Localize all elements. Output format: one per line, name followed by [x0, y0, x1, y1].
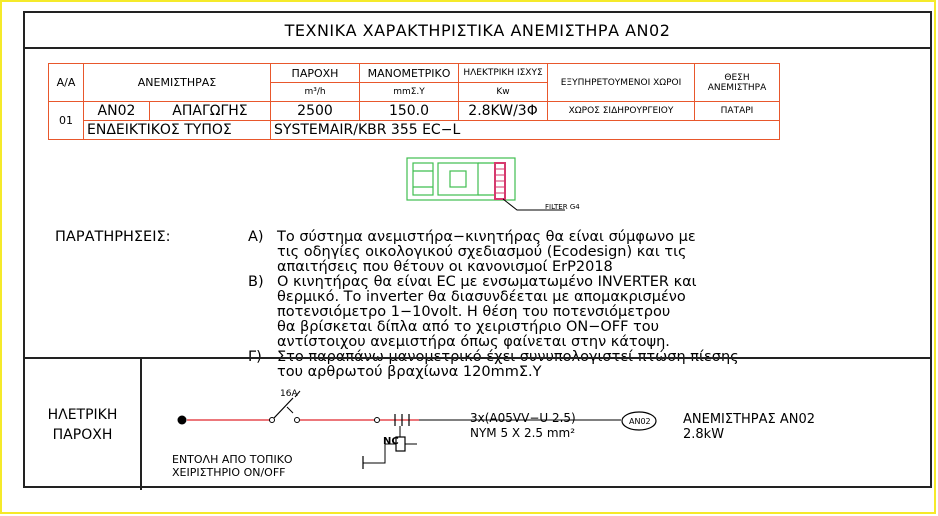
note-b-marker: Β) [248, 274, 264, 290]
nc-label: NC [383, 436, 399, 447]
fan-name: ΑΝΕΜΙΣΤΗΡΑΣ ΑΝ02 [683, 412, 816, 427]
local-control-line-1: ΕΝΤΟΛΗ ΑΠΟ ΤΟΠΙΚΟ [172, 453, 293, 466]
th-position: ΘΕΣΗ ΑΝΕΜΙΣΤΗΡΑ [695, 64, 780, 102]
cell-flow: 2500 [271, 102, 360, 121]
th-flow-unit: m³/h [271, 83, 360, 102]
th-pressure-unit: mmΣ.Υ [360, 83, 459, 102]
cell-pressure: 150.0 [360, 102, 459, 121]
spec-sheet [23, 11, 932, 488]
cell-indicative-label: ΕΝΔΕΙΚΤΙΚΟΣ ΤΥΠΟΣ [84, 121, 271, 140]
cell-position: ΠΑΤΑΡΙ [695, 102, 780, 121]
th-aa: Α/Α [49, 64, 84, 102]
note-b-line-1: Ο κινητήρας θα είναι EC με ενσωματωμένο INVERTER και [277, 274, 697, 290]
notes-label: ΠΑΡΑΤΗΡΗΣΕΙΣ: [55, 229, 171, 245]
th-flow: ΠΑΡΟΧΗ [271, 64, 360, 83]
fan-power: 2.8kW [683, 427, 725, 442]
cell-type: ΑΠΑΓΩΓΗΣ [149, 102, 270, 121]
note-c-marker: Γ) [248, 349, 262, 365]
th-served: ΕΞΥΠΗΡΕΤΟΥΜΕΝΟΙ ΧΩΡΟΙ [548, 64, 695, 102]
note-b-line-4: θα βρίσκεται δίπλα από το χειριστήριο ON−OFF του [277, 319, 660, 335]
note-b-line-3: ποτενσιόμετρο 1−10volt. Η θέση του ποτενσιόμετρου [277, 304, 671, 320]
note-a-line-1: Το σύστημα ανεμιστήρα−κινητήρας θα είναι σύμφωνο με [277, 229, 696, 245]
cell-power: 2.8KW/3Φ [459, 102, 548, 121]
supply-section [25, 357, 930, 490]
th-fan: ΑΝΕΜΙΣΤΗΡΑΣ [84, 64, 271, 102]
th-power: ΗΛΕΚΤΡΙΚΗ ΙΣΧΥΣ [459, 64, 548, 83]
filter-hatch [496, 169, 504, 193]
filter-label: FILTER G4 [545, 203, 580, 211]
local-control-line-2: ΧΕΙΡΙΣΤΗΡΙΟ ON/OFF [172, 466, 286, 479]
note-c-line-1: Στο παραπάνω μανομετρικό έχει συνυπολογιστεί πτώση πίεσης [277, 349, 739, 365]
breaker-rating: 16A [280, 389, 298, 399]
note-a-line-3: απαιτήσεις που θέτουν οι κανονισμοί ErP2018 [277, 259, 613, 275]
fan-tag-label: ΑΝ02 [629, 417, 651, 426]
note-b-line-5: αντίστοιχου ανεμιστήρα όπως φαίνεται στην κάτοψη. [277, 334, 670, 350]
supply-label-line-1: ΗΛΕΤΡΙΚΗ [47, 406, 118, 423]
th-power-unit: Kw [459, 83, 548, 102]
note-a-line-2: τις οδηγίες οικολογικού σχεδιασμού (Ecodesign) και τις [277, 244, 687, 260]
cell-aa: 01 [49, 102, 84, 140]
note-a-marker: Α) [248, 229, 264, 245]
cell-indicative-value: SYSTEMAIR/KBR 355 EC−L [271, 121, 780, 140]
sheet-title: ΤΕΧΝΙΚΑ ΧΑΡΑΚΤΗΡΙΣΤΙΚΑ ΑΝΕΜΙΣΤΗΡΑ ΑΝ02 [25, 13, 930, 49]
note-b-line-2: θερμικό. Το inverter θα διασυνδέεται με απομακρισμένο [277, 289, 686, 305]
cell-served: ΧΩΡΟΣ ΣΙΔΗΡΟΥΡΓΕΙΟΥ [548, 102, 695, 121]
fan-unit-drawing [407, 158, 515, 200]
cable-spec-line-1: 3x(A05VV−U 2.5) [470, 411, 576, 425]
supply-label-line-2: ΠΑΡΟΧΗ [52, 426, 113, 443]
th-pressure: ΜΑΝΟΜΕΤΡΙΚΟ [360, 64, 459, 83]
cable-spec-line-2: NYM 5 X 2.5 mm² [470, 426, 576, 440]
note-c-line-2: του αρθρωτού βραχίωνα 120mmΣ.Υ [277, 364, 542, 380]
supply-label [25, 359, 142, 490]
cell-code: ΑΝ02 [84, 102, 150, 121]
